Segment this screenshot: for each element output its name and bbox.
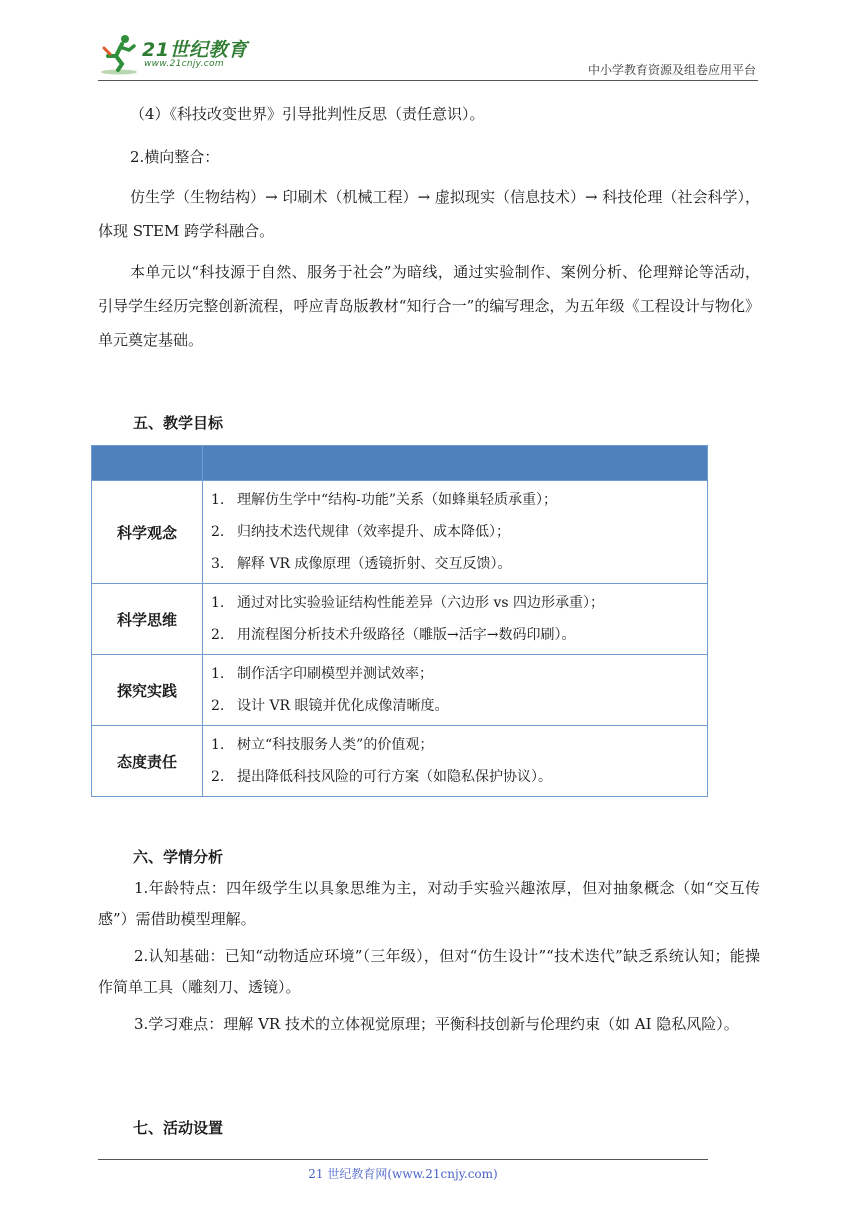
table-row (92, 584, 708, 655)
section-heading-activities: 七、活动设置 (133, 1119, 224, 1137)
item-number: 2. (211, 698, 225, 714)
goals-table-header (92, 446, 708, 481)
goal-item (211, 761, 707, 793)
site-logo[interactable] (98, 32, 268, 76)
goal-item (211, 690, 707, 722)
analysis-item-1: 1.年龄特点：四年级学生以具象思维为主，对动手实验兴趣浓厚，但对抽象概念（如“交互传感”）需借助模型理解。 (98, 879, 760, 928)
goal-category: 科学观念 (92, 481, 203, 584)
item-number: 1. (211, 492, 225, 508)
logo-url: www.21cnjy.com (144, 59, 224, 69)
header-platform-text: 中小学教育资源及组卷应用平台 (587, 63, 756, 77)
goal-item (211, 729, 707, 761)
goal-items (203, 584, 708, 655)
paragraph-p2: 2.横向整合： (130, 148, 220, 166)
goal-category: 态度责任 (92, 726, 203, 797)
paragraph-p4: 本单元以“科技源于自然、服务于社会”为暗线，通过实验制作、案例分析、伦理辩论等活动，引导学生经历完整创新流程，呼应青岛版教材“知行合一”的编写理念，为五年级《工程设计与物化》单元奠定基础。 (98, 263, 760, 349)
goal-items (203, 481, 708, 584)
goal-item (211, 516, 707, 548)
item-number: 1. (211, 737, 225, 753)
item-number: 3. (211, 556, 225, 572)
item-number: 2. (211, 769, 225, 785)
goal-item (211, 587, 707, 619)
item-text: 归纳技术迭代规律（效率提升、成本降低）； (237, 524, 510, 540)
goal-category: 探究实践 (92, 655, 203, 726)
item-number: 2. (211, 627, 225, 643)
header-cell-category (92, 446, 203, 481)
goal-items (203, 726, 708, 797)
item-text: 提出降低科技风险的可行方案（如隐私保护协议）。 (237, 769, 552, 785)
section-heading-analysis: 六、学情分析 (133, 848, 224, 866)
item-text: 理解仿生学中“结构-功能”关系（如蜂巢轻质承重）； (237, 492, 558, 508)
goal-items (203, 655, 708, 726)
page-footer (98, 1159, 708, 1182)
item-number: 1. (211, 666, 225, 682)
logo-text: 21世纪教育 (142, 39, 248, 61)
header-cell-content (203, 446, 708, 481)
item-text: 设计 VR 眼镜并优化成像清晰度。 (237, 698, 449, 714)
section-heading-goals: 五、教学目标 (133, 414, 224, 432)
table-row (92, 655, 708, 726)
analysis-item-3: 3.学习难点：理解 VR 技术的立体视觉原理；平衡科技创新与伦理约束（如 AI 隐私风险）。 (134, 1015, 739, 1033)
goal-item (211, 548, 707, 580)
goal-item (211, 619, 707, 651)
goal-category: 科学思维 (92, 584, 203, 655)
paragraph-p3: 仿生学（生物结构）→ 印刷术（机械工程）→ 虚拟现实（信息技术）→ 科技伦理（社会科学），体现 STEM 跨学科融合。 (98, 188, 760, 240)
item-text: 通过对比实验验证结构性能差异（六边形 vs 四边形承重）； (237, 595, 604, 611)
footer-link[interactable]: 21 世纪教育网(www.21cnjy.com) (308, 1167, 498, 1181)
item-text: 树立“科技服务人类”的价值观； (237, 737, 434, 753)
table-row (92, 726, 708, 797)
item-number: 1. (211, 595, 225, 611)
item-number: 2. (211, 524, 225, 540)
item-text: 解释 VR 成像原理（透镜折射、交互反馈）。 (237, 556, 512, 572)
table-row (92, 481, 708, 584)
running-figure-icon (98, 32, 142, 76)
goals-table (91, 445, 708, 797)
item-text: 用流程图分析技术升级路径（雕版→活字→数码印刷）。 (237, 627, 576, 643)
analysis-item-2: 2.认知基础：已知“动物适应环境”（三年级），但对“仿生设计”“技术迭代”缺乏系统认知；能操作简单工具（雕刻刀、透镜）。 (98, 947, 760, 996)
goal-item (211, 484, 707, 516)
page-header (98, 30, 758, 81)
paragraph-p1: （4）《科技改变世界》引导批判性反思（责任意识）。 (130, 105, 485, 123)
goal-item (211, 658, 707, 690)
item-text: 制作活字印刷模型并测试效率； (237, 666, 433, 682)
